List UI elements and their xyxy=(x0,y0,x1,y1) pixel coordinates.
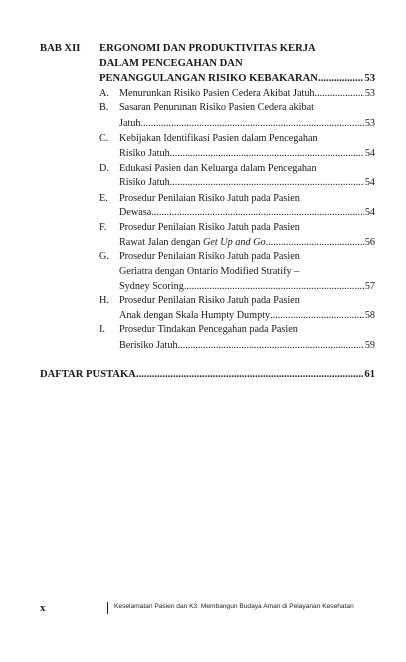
page-footer xyxy=(40,600,370,616)
toc-entry-e[interactable] xyxy=(119,206,375,219)
entry-c-page: 54 xyxy=(364,148,375,159)
entry-b-page: 53 xyxy=(364,118,375,129)
entry-e-letter: E. xyxy=(99,193,108,204)
toc-entry-i[interactable] xyxy=(119,339,375,352)
chapter-label: BAB XII xyxy=(40,43,81,54)
entry-g-page: 57 xyxy=(364,281,375,292)
entry-g-title-end: Sydney Scoring xyxy=(119,281,184,292)
dot-leader xyxy=(315,87,364,100)
chapter-title-last: PENANGGULANGAN RISIKO KEBAKARAN xyxy=(99,73,318,84)
entry-e-line-1: Prosedur Penilaian Risiko Jatuh pada Pasien xyxy=(119,193,300,204)
entry-h-letter: H. xyxy=(99,295,109,306)
toc-entry-g[interactable] xyxy=(119,280,375,293)
entry-h-line-1: Prosedur Penilaian Risiko Jatuh pada Pasien xyxy=(119,295,300,306)
dot-leader xyxy=(151,206,364,219)
entry-f-page: 56 xyxy=(364,237,375,248)
entry-i-page: 59 xyxy=(364,340,375,351)
entry-i-letter: I. xyxy=(99,324,105,335)
entry-g-line-2: Geriatra dengan Ontario Modified Stratify – xyxy=(119,266,300,277)
toc-entry-b[interactable] xyxy=(119,117,375,130)
footer-page-number: x xyxy=(40,602,46,614)
entry-g-line-1: Prosedur Penilaian Risiko Jatuh pada Pasien xyxy=(119,251,300,262)
entry-d-page: 54 xyxy=(364,177,375,188)
toc-entry-a[interactable] xyxy=(119,87,375,100)
entry-c-letter: C. xyxy=(99,133,109,144)
entry-i-title-end: Berisiko Jatuh xyxy=(119,340,178,351)
entry-a-letter: A. xyxy=(99,88,109,99)
chapter-title-line-3[interactable] xyxy=(99,72,375,85)
dot-leader xyxy=(170,147,364,160)
dot-leader xyxy=(170,176,364,189)
dot-leader xyxy=(178,339,364,352)
entry-d-letter: D. xyxy=(99,163,109,174)
chapter-title-line-1: ERGONOMI DAN PRODUKTIVITAS KERJA xyxy=(99,43,316,54)
dot-leader xyxy=(141,117,364,130)
toc-entry-c[interactable] xyxy=(119,147,375,160)
dot-leader xyxy=(184,280,364,293)
entry-d-title-end: Risiko Jatuh xyxy=(119,177,170,188)
dot-leader xyxy=(270,309,364,322)
dot-leader xyxy=(318,72,363,85)
entry-c-title-end: Risiko Jatuh xyxy=(119,148,170,159)
entry-e-page: 54 xyxy=(364,207,375,218)
entry-d-line-1: Edukasi Pasien dan Keluarga dalam Pencegahan xyxy=(119,163,317,174)
entry-f-line-1: Prosedur Penilaian Risiko Jatuh pada Pasien xyxy=(119,222,300,233)
entry-f-title-italic: Get Up and Go xyxy=(203,237,266,248)
entry-f-letter: F. xyxy=(99,222,107,233)
entry-b-line-1: Sasaran Penurunan Risiko Pasien Cedera akibat xyxy=(119,102,314,113)
entry-b-title-end: Jatuh xyxy=(119,118,141,129)
entry-c-line-1: Kebijakan Identifikasi Pasien dalam Pencegahan xyxy=(119,133,318,144)
dot-leader xyxy=(136,368,364,381)
entry-h-page: 58 xyxy=(364,310,375,321)
bibliography-label: DAFTAR PUSTAKA xyxy=(40,369,136,380)
footer-divider xyxy=(107,602,108,614)
chapter-page: 53 xyxy=(364,73,375,84)
entry-g-letter: G. xyxy=(99,251,109,262)
toc-bibliography[interactable] xyxy=(40,368,375,381)
entry-h-title-end: Anak dengan Skala Humpty Dumpty xyxy=(119,310,271,321)
toc-entry-d[interactable] xyxy=(119,176,375,189)
footer-book-title: Keselamatan Pasien dan K3: Membangun Budaya Aman di Pelayanan Kesehatan xyxy=(114,603,354,610)
chapter-title-line-2: DALAM PENCEGAHAN DAN xyxy=(99,58,243,69)
entry-b-letter: B. xyxy=(99,102,109,113)
entry-f-title-end: Rawat Jalan dengan xyxy=(119,237,204,248)
entry-a-title: Menurunkan Risiko Pasien Cedera Akibat Jatuh xyxy=(119,88,315,99)
entry-a-page: 53 xyxy=(364,88,375,99)
dot-leader xyxy=(266,236,364,249)
entry-e-title-end: Dewasa xyxy=(119,207,152,218)
toc-entry-f[interactable] xyxy=(119,236,375,249)
bibliography-page: 61 xyxy=(364,369,375,380)
toc-entry-h[interactable] xyxy=(119,309,375,322)
entry-i-line-1: Prosedur Tindakan Pencegahan pada Pasien xyxy=(119,324,298,335)
